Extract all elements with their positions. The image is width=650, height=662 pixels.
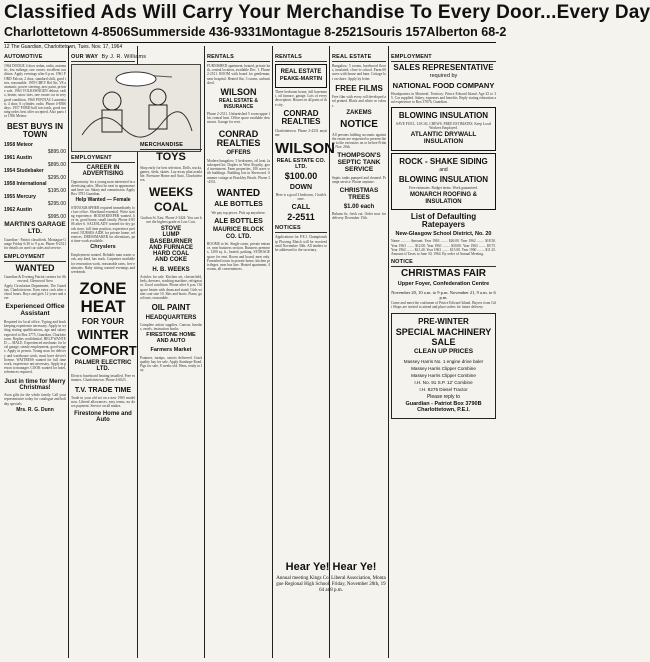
column-employment (391, 53, 496, 658)
zone-heat-heading: ZONE HEAT (79, 279, 127, 317)
classified-text: All persons holding accounts against the estate are requested to present them to the executors on or before Friday, Nov. 20th. (332, 132, 386, 150)
section-header-merchandise: MERCHANDISE (140, 142, 202, 150)
machinery-item: Massey Harris Clipper Combine (411, 373, 476, 378)
coal-heading: COAL (154, 199, 188, 214)
wilson-price: $100.00 (284, 171, 318, 182)
section-header-automotive: AUTOMOTIVE (4, 54, 66, 62)
headquarters-heading: HEADQUARTERS (145, 314, 197, 321)
coal-list (140, 226, 202, 264)
phone-numbers-bar (4, 25, 507, 41)
machinery-item: I.H. 8275 Diesel Tractor (419, 387, 468, 392)
conrad-offers: OFFERS (226, 150, 251, 157)
wanted-subtext: Guardian & Evening Patriot carriers for Sherwood, Glenwood Area (4, 275, 66, 284)
tv-trade-heading: T.V. TRADE TIME (74, 386, 132, 394)
ratepayers-heading: List of Defaulting Ratepayers (410, 211, 477, 230)
company-name: NATIONAL FOOD COMPANY (392, 81, 495, 91)
ale-bottles-heading: ALE BOTTLES (214, 201, 263, 209)
christmas-trees-price: $1.00 each (343, 203, 375, 210)
machinery-item: Massey Harris No. 1 engine drive baler (403, 359, 484, 364)
christmas-fair-heading: CHRISTMAS FAIR (401, 268, 486, 280)
blowing-insulation-box (391, 107, 496, 151)
help-wanted-heading: Help Wanted — Female (75, 197, 131, 204)
section-header-employment: EMPLOYMENT (4, 254, 66, 262)
monarch-roofing: MONARCH ROOFING & INSULATION (410, 192, 477, 205)
experienced-heading: Experienced Office Assistant (5, 303, 65, 318)
column-our-way (71, 53, 147, 658)
wilson-down: DOWN (289, 183, 313, 191)
weeks-heading: WEEKS (148, 185, 193, 200)
classified-text: Shop early for best selection. Dolls, trucks, games, sleds, skates. Lay-away plan available. Firestone Home and Auto, Charlottetown. (140, 165, 202, 183)
section-header-employment: EMPLOYMENT (71, 155, 135, 163)
section-header-our-way: OUR WAY By J. R. Williams (71, 54, 147, 60)
wilson-big: WILSON (275, 140, 335, 158)
classified-text: Charlottetown. Phone 2-4331 anytime. (275, 128, 327, 137)
rock-and: and (439, 167, 448, 174)
coal-type: AND COKE (154, 257, 187, 264)
classified-text: Apply Circulation Department, The Guardian, Charlottetown. Earn extra cash after school hours. Boys and girls 12 years and over. (4, 283, 66, 301)
car-price: $295.00 (47, 174, 66, 181)
maurice-block: MAURICE BLOCK CO. LTD. (213, 227, 264, 240)
classified-text: Here is a good 3 bedroom, 1 bath home. (275, 193, 327, 202)
classified-text: Opportunity for a young man interested in advertising sales. Must be neat in appearance and have car. Salary and commission. Apply Box 3781 Guardian. (71, 179, 135, 197)
classified-text: Three bedroom home, full basement, oil furnace, garage. Lots of every description. Houses in all parts of the city. (275, 90, 328, 107)
real-estate-heading: REAL ESTATE (280, 69, 322, 75)
classified-text: Electric baseboard heating installed. Free estimates. Charlottetown. Phone 4-6023. (71, 374, 135, 383)
car-model: 1961 Austin (4, 155, 32, 162)
phone-charlottetown: Charlottetown 4-8506 (4, 25, 131, 39)
oil-paint-heading: OIL PAINT (151, 303, 191, 313)
phone-souris: Souris 157 (363, 25, 427, 39)
classified-text: Potatoes, turnips, carrots delivered. Good quality hay for sale. Apply Stanhope Road. Pigs for sale, 8 weeks old. Hens, ready to lay. (140, 355, 202, 373)
classified-text: 1964 DODGE 4 door sedan, radio, automatic, low mileage, one owner, excellent condition. Apply evenings after 6 p.m. 1961 FORD Falcon, 2 door, standard shift, good tires, reasonable. 1959 CHEV Bel Air, V8 automatic, power steering, new paint, private sale. 1963 VOLKSWAGEN deluxe, radio, heater, snow tires, one owner car in very good condition. 1960 PONTIAC Laurentian, 4 door, 6 cylinder, radio. Phone 4-8506 days. 1957 FORD half ton truck, good running order, best offer accepted. Also parts for 1956 Meteor. (4, 64, 66, 119)
coal-type: HARD COAL (153, 251, 189, 258)
coal-type: AND FURNACE (149, 244, 193, 251)
classified-text: Free estimates. Budget terms. Work guaranteed. (409, 186, 478, 191)
column-separator (68, 46, 69, 658)
firestone-heading: Firestone Home and Auto (74, 410, 132, 423)
classified-text: Grafton St. East. Phone 2-3424. You can have the highest grade at Low Cost. (140, 215, 202, 224)
pre-winter-sale-box (391, 313, 496, 419)
machinery-list (394, 358, 493, 393)
rock-shake-box (391, 153, 496, 210)
school-district: New-Glasgow School District, No. 20 (395, 230, 492, 237)
palmer-electric: PALMER ELECTRIC LTD. (74, 359, 132, 372)
real-estate-box (275, 64, 327, 88)
wanted-heading: WANTED (15, 262, 55, 273)
section-header-rentals-2: RENTALS (275, 54, 327, 62)
column-separator (272, 46, 273, 658)
classified-text: Trade in your old set on a new 1965 model now. Liberal allowances, easy terms, no down payment. Service on all makes. (71, 395, 135, 409)
classified-text: Headquarters in Montreal. Territory: Prince Edward Island. Age 25 to 35. Car supplied. Salary, expenses and benefits. Reply stating education and experience to Box 37876, Guardian. (391, 92, 496, 105)
classified-text: Free film with every roll developed and printed. Black and white or colour. (332, 95, 386, 108)
classified-text: FURNISHED apartment, heated, private bath, central location, available Dec. 1. Phone 2-2511. ROOM with board for gentleman, near hospital. Heated flat, 3 rooms, unfurnished. (207, 64, 270, 85)
classified-text: Phone 2-2511. Unfurnished 5 room upper flat, central heat. Office space available downtown. Garage for rent. (207, 111, 270, 125)
blowing-heading: BLOWING INSULATION (398, 110, 489, 120)
section-header-notices: NOTICE (391, 259, 496, 267)
column-merchandise (140, 53, 202, 658)
dateline: 12 The Guardian, Charlottetown, Tues. Nov. 17, 1964 (4, 44, 123, 50)
column-real-estate-2 (332, 53, 386, 553)
classified-text: Guardian - Patriot classifieds. Montague Garage Friday 6:30 to 9 p.m. Phone 8-2521 for details on used car sales and service. (4, 238, 66, 251)
career-heading: CAREER IN ADVERTISING (82, 165, 124, 178)
classified-text: Modern bungalow, 3 bedrooms, oil heat, landscaped lot. Duplex in West Royalty, good investment. Farm properties, 100 acres with buildings. Building lots in Sherwood. Summer cottage at Brackley Beach. Phone 2-4331. (207, 158, 270, 184)
column-rentals (207, 53, 270, 658)
section-header-employment: EMPLOYMENT (391, 54, 496, 62)
conrad-realties: CONRAD REALTIES (281, 108, 321, 127)
classified-text: Bungalow, 5 rooms, hardwood floors, insulated, close to school. Farm 60 acres with house and barn. Cottage lot on shore. Apply by letter. (332, 64, 386, 81)
classified-text: STENOGRAPHER required immediately for law office. Shorthand essential. Write stating experience. HOUSEKEEPER wanted, live in, good home, small family. Phone 4-8506 after 6. SALESLADY wanted for dry goods store, full time position, experience preferred. NURSES AIDE for private home, references. DRESSMAKER for alterations, part time work available. (71, 205, 135, 244)
page-headline: Classified Ads Will Carry Your Merchandise To Every Door...Every Day (4, 2, 650, 23)
car-price: $895.00 (47, 148, 66, 155)
car-price: $195.00 (47, 187, 66, 194)
wilson-company: REAL ESTATE CO. LTD. (276, 157, 326, 170)
section-header-notices: NOTICES (275, 225, 327, 233)
car-model: 1955 Mercury (4, 194, 36, 201)
wilson-subheading: REAL ESTATE & INSURANCE (219, 98, 258, 110)
coal-type: LUMP (162, 232, 180, 239)
classified-text: We pay top prices. Pick up anywhere. (211, 210, 266, 215)
merry-contact: Mrs. R. G. Dunn (16, 406, 54, 413)
car-model: 1962 Austin (4, 207, 32, 214)
hear-ye-subtext: Annual meeting Kings Co. Liberal Association, Montague Regional High School, Friday, November 20th, 1964 at 8 p.m. (276, 575, 386, 593)
merry-christmas-heading: Just in time for Merry Christmas! (4, 378, 66, 391)
machinery-item: I.H. No. 91 S.P. 12' Combine (414, 380, 473, 385)
weeks-dealer: H. B. WEEKS (152, 266, 190, 273)
chryslers-heading: Chryslers (90, 244, 116, 251)
wilson-heading: WILSON (220, 87, 257, 98)
pre-winter-heading: PRE-WINTER (418, 316, 469, 326)
classified-text: Articles for sale. Kitchen set, chesterfield, beds, dressers, washing machine, refrigerator. Good condition. Phone after 6 p.m. Oil space heater with drum and stand. Girls winter coat size 10. Skis and boots. Piano, good tone, reasonable. (140, 275, 202, 301)
zakems-heading: ZAKEMS (346, 109, 372, 116)
hear-ye-heading: Hear Ye! Hear Ye! (285, 561, 377, 573)
car-model: 1958 Meteor (4, 142, 33, 149)
firestone-home-auto: FIRESTONE HOME AND AUTO (146, 332, 196, 345)
classified-text: Complete artists supplies. Canvas, brushes, easels, instruction books. (140, 322, 202, 332)
special-machinery-heading: SPECIAL MACHINERY SALE (395, 327, 492, 347)
peake-martin: PEAKE-MARTIN (279, 76, 323, 83)
section-header-rentals: RENTALS (207, 54, 270, 62)
zone-heat-winter: WINTER (77, 327, 129, 343)
phone-montague: Montague 8-2521 (261, 25, 364, 39)
coal-type: STOVE (160, 225, 182, 232)
car-model: 1958 International (4, 181, 47, 188)
car-list (4, 142, 66, 220)
farmers-market: Farmers Market (150, 346, 192, 353)
reply-box: Guardian - Patriot Box 3790B Charlottetown, P.E.I. (405, 401, 482, 414)
conrad-heading: CONRAD REALTIES (216, 128, 261, 148)
hear-ye-notice (276, 560, 386, 658)
classified-text: Required for local office. Typing and bookkeeping experience necessary. Apply in writing stating qualifications, age and salary expected to Box 3775, Guardian, Charlottetown. Replies confidential. HELP WANTED — MALE. Experienced mechanic for local garage, steady employment, good wages. Apply in person. Young man for delivery and warehouse work, must have driver's license. WAITRESS wanted for full time work, experience not necessary. Apply in person to manager. COOK wanted for hotel, references required. (4, 319, 66, 375)
classified-text: Septic tanks pumped and cleaned. Prompt service. Phone anytime. (332, 175, 386, 185)
classified-text: Come and meet the craftsmen of Prince Edward Island. Buyers from Gift Shops are invited to attend and place orders for future delivery. (391, 300, 496, 309)
column-separator (204, 46, 205, 658)
machinery-item: Massey Harris Clipper Combine (411, 366, 476, 371)
clean-up-prices: CLEAN UP PRICES (413, 348, 474, 356)
classified-text: Avon gifts for the whole family. Call your representative today for catalogue and holiday specials. (4, 393, 66, 406)
coal-type: BASEBURNER (149, 238, 193, 245)
christmas-fair-location: Upper Foyer, Confederation Centre (397, 280, 490, 287)
ale-bottles-heading: ALE BOTTLES (214, 218, 263, 225)
classified-text: SAVE FUEL. LOCAL CREWS. FREE ESTIMATES. Keep Local Workers Employed. (395, 122, 492, 131)
classified-text: Balsam fir, fresh cut. Order now for delivery December 15th. (332, 212, 386, 221)
car-model: 1954 Studebaker (4, 168, 44, 175)
ratepayers-list: Name .......... Amount. Year 1963 ........ $26.00. Year 1962 ........ $18.50. Year 1963 ........ $12.00. Year 1961 ........ $30.00. Year 1963 ........ $9.75. Year 1962 ........ $21.40. Year 1963 ........ $15.00. Year 1960 ........ $11.25. Amount of Taxes to June 30, 1964. By order of Annual Meeting. (391, 239, 496, 257)
notice-heading: NOTICE (340, 119, 378, 131)
car-price: $995.00 (47, 213, 66, 220)
toys-heading: TOYS (156, 151, 186, 163)
top-rule (4, 42, 496, 43)
rock-shake-heading: ROCK - SHAKE SIDING (399, 157, 488, 167)
required-by: required by (429, 73, 458, 80)
wilson-call: CALL (291, 203, 311, 211)
section-header-real-estate: REAL ESTATE (332, 54, 386, 62)
classified-text: ROOMS to let. Single room, private entrance, near business section. Business premises, 1200 sq. ft., heated, parking. STORAGE space for rent. Room and board, men only. Furnished room in private home, kitchen privileges, near bus line. Heated apartment, 4 rooms, all conveniences. (207, 241, 270, 272)
classified-text: Applications for P.E.I. Championship Plowing Match will be received until November 30th. All tenders to be addressed to the secretary. (275, 235, 327, 252)
wanted-heading: WANTED (216, 187, 261, 199)
phone-summerside: Summerside 436-9331 (130, 25, 262, 39)
free-films-heading: FREE FILMS (335, 83, 383, 93)
zone-heat-for-your: FOR YOUR (81, 316, 125, 326)
best-buys-title: BEST BUYS IN TOWN (6, 121, 63, 140)
zone-heat-comfort: COMFORT (71, 342, 137, 358)
classified-text: Employment wanted. Reliable man wants work, any kind, has truck. Carpenter available for renovation work, reasonable rates, free estimates. Baby sitting wanted evenings and weekends. (71, 253, 135, 275)
car-price: $295.00 (47, 200, 66, 207)
column-automotive (4, 53, 66, 658)
christmas-fair-dates: November 20, 10 a.m. to 9 p.m. November 21, 9 a.m. to 6 p.m. (391, 289, 496, 301)
car-price: $895.00 (47, 161, 66, 168)
column-separator (388, 46, 389, 658)
thompsons-heading: THOMPSON'S SEPTIC TANK SERVICE (337, 152, 381, 174)
atlantic-drywall: ATLANTIC DRYWALL INSULATION (410, 131, 477, 146)
blowing-insulation-2: BLOWING INSULATION (398, 174, 489, 184)
wilson-phone: 2-2511 (287, 211, 315, 222)
reply-to: Please reply to (426, 394, 461, 400)
dealer-name: MARTIN'S GARAGE LTD. (4, 221, 66, 236)
phone-alberton: Alberton 68-2 (426, 25, 507, 39)
sales-rep-heading: SALES REPRESENTATIVE (393, 63, 494, 72)
christmas-trees-heading: CHRISTMAS TREES (339, 187, 379, 202)
